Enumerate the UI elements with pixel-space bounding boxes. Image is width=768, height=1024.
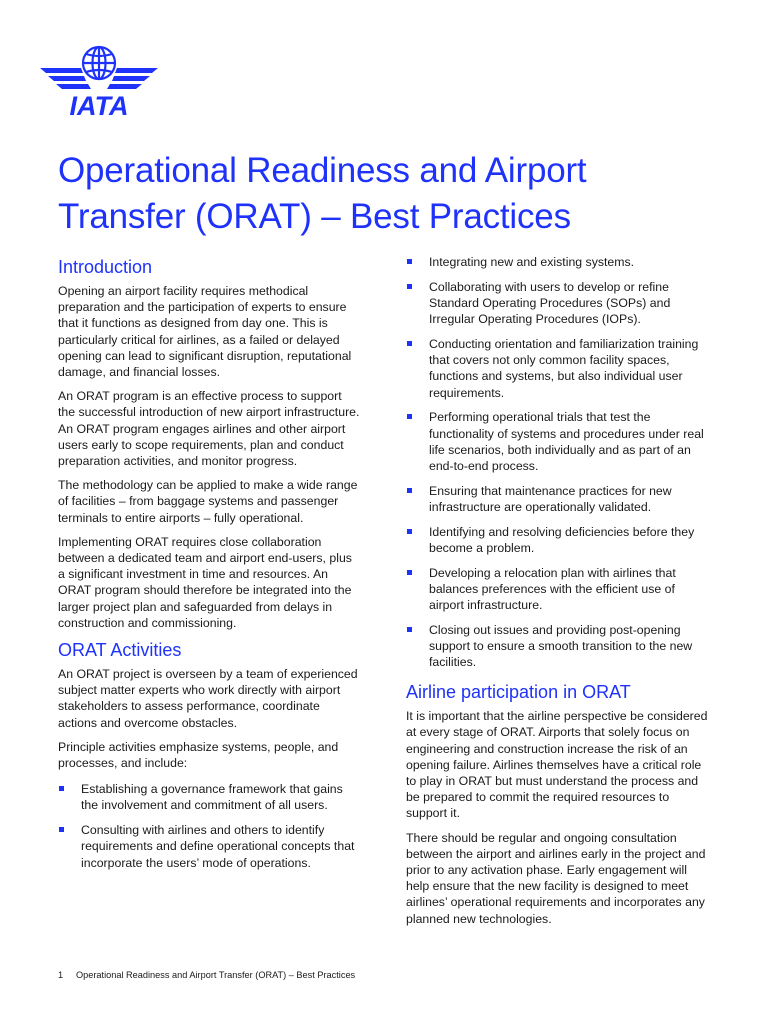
bullet-square-icon [59, 786, 64, 791]
activities-paragraph-2: Principle activities emphasize systems, people, and processes, and include: [58, 739, 339, 771]
bullet-square-icon [59, 827, 64, 832]
airline-heading: Airline participation in ORAT [406, 682, 631, 703]
logo-text: IATA [69, 91, 129, 118]
list-item: Developing a relocation plan with airlines that balances preferences with the efficient use of airport infrastructure. [406, 565, 708, 614]
intro-paragraph-4: Implementing ORAT requires close collaboration between a dedicated team and airport end-users, plus a significant investment in time and resources. An ORAT program should therefore be integrated into the larger project plan and safeguarded from delays in construction and commissioning. [58, 534, 352, 630]
airline-paragraph-2: There should be regular and ongoing consultation between the airport and airlines early in the project and prior to any activation phase. Early engagement will help ensure that the new facility is designed to meet airlines’ operational requirements and incorporates any planned new technologies. [406, 830, 706, 926]
activities-list-left [58, 781, 360, 871]
bullet-square-icon [407, 570, 412, 575]
bullet-square-icon [407, 414, 412, 419]
page-title [58, 148, 738, 240]
activities-heading: ORAT Activities [58, 640, 182, 661]
bullet-square-icon [407, 488, 412, 493]
bullet-square-icon [407, 259, 412, 264]
list-item: Conducting orientation and familiarization training that covers not only common facility spaces, functions and systems, but also individual user requirements. [406, 336, 708, 401]
bullet-square-icon [407, 529, 412, 534]
right-column [406, 254, 708, 927]
list-item: Performing operational trials that test the functionality of systems and procedures under real life scenarios, both individually and as part of an end-to-end process. [406, 409, 708, 474]
page-number: 1 [58, 970, 64, 980]
title-line-2: Transfer (ORAT) – Best Practices [58, 197, 571, 236]
activities-list-right [406, 254, 708, 671]
activities-paragraph-1: An ORAT project is overseen by a team of experienced subject matter experts who work directly with airport stakeholders to assess performance, coordinate actions and overcome obstacles. [58, 667, 358, 730]
left-column [58, 254, 360, 879]
intro-paragraph-3: The methodology can be applied to make a wide range of facilities – from baggage systems and passenger terminals to entire airports – fully operational. [58, 478, 358, 525]
list-item: Identifying and resolving deficiencies before they become a problem. [406, 524, 708, 556]
intro-paragraph-2: An ORAT program is an effective process to support the successful introduction of new airport infrastructure. An ORAT program engages airlines and other airport users early to scope requirements, plan and conduct preparation activities, and monitor progress. [58, 389, 360, 469]
iata-logo [40, 40, 158, 118]
list-item: Collaborating with users to develop or refine Standard Operating Procedures (SOPs) and Irregular Operating Procedures (IOPs). [406, 279, 708, 328]
page-footer [58, 970, 355, 980]
list-item: Establishing a governance framework that gains the involvement and commitment of all users. [58, 781, 360, 813]
list-item: Ensuring that maintenance practices for new infrastructure are operationally validated. [406, 483, 708, 515]
title-line-1: Operational Readiness and Airport [58, 151, 587, 190]
bullet-square-icon [407, 341, 412, 346]
introduction-heading: Introduction [58, 257, 153, 277]
globe-icon [83, 47, 115, 79]
list-item: Closing out issues and providing post-opening support to ensure a smooth transition to the new facilities. [406, 622, 708, 671]
list-item: Integrating new and existing systems. [406, 254, 708, 270]
intro-paragraph-1: Opening an airport facility requires methodical preparation and the participation of experts to ensure that it functions as designed from day one. This is particularly critical for airlines, as a failed or delayed opening can lead to significant disruption, reputational damage, and financial losses. [58, 284, 352, 380]
list-item: Consulting with airlines and others to identify requirements and define operational concepts that incorporate the users’ mode of operations. [58, 822, 360, 871]
bullet-square-icon [407, 627, 412, 632]
footer-text: Operational Readiness and Airport Transfer (ORAT) – Best Practices [76, 970, 356, 980]
bullet-square-icon [407, 284, 412, 289]
airline-paragraph-1: It is important that the airline perspective be considered at every stage of ORAT. Airports that solely focus on engineering and construction increase the risk of an opening failure. Airlines themselves have a critical role to play in ORAT but must understand the process and be prepared to commit the required resources to support it. [406, 709, 708, 821]
